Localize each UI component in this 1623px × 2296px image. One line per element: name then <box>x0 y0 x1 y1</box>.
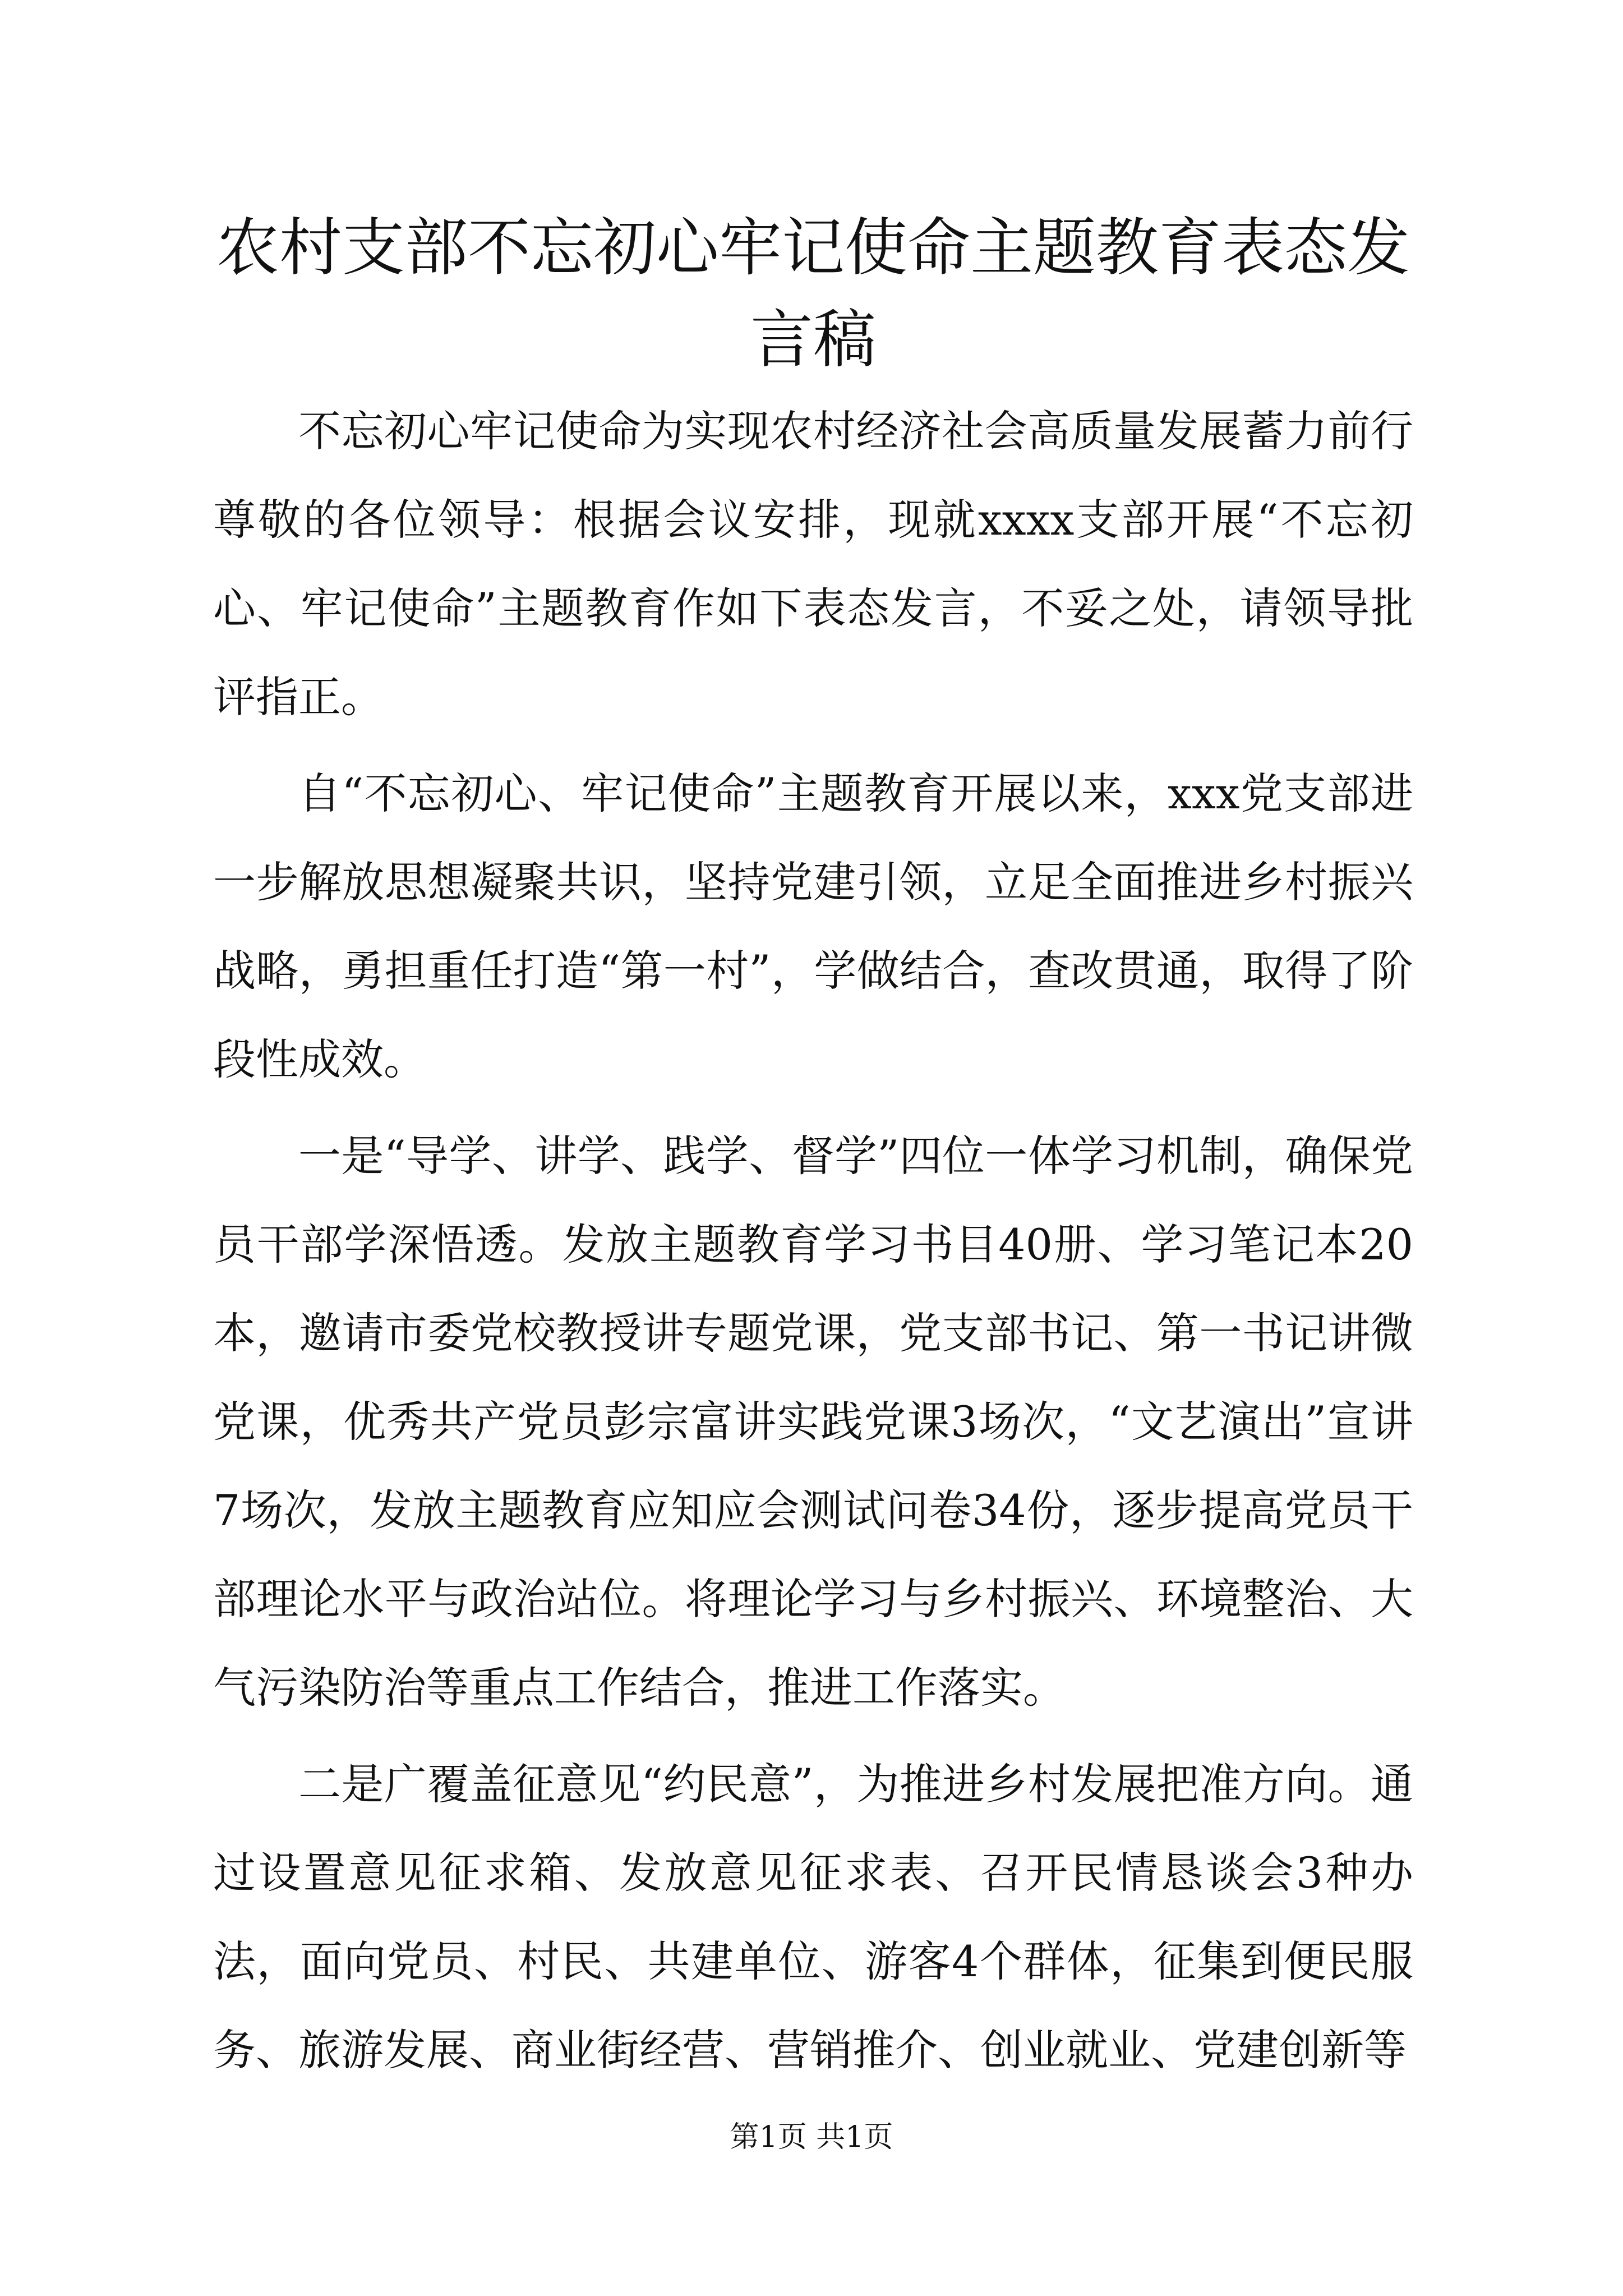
paragraph-opening: 不忘初心牢记使命为实现农村经济社会高质量发展蓄力前行尊敬的各位领导：根据会议安排，现就xxxx支部开展“不忘初心、牢记使命”主题教育作如下表态发言，不妥之处，请领导批评指正。 <box>213 406 1413 722</box>
paragraph-progress: 自“不忘初心、牢记使命”主题教育开展以来，xxx党支部进一步解放思想凝聚共识，坚持党建引领，立足全面推进乡村振兴战略，勇担重任打造“第一村”，学做结合，查改贯通，取得了阶段性成效。 <box>213 769 1413 1084</box>
paragraph-study-mechanism: 一是“导学、讲学、践学、督学”四位一体学习机制，确保党员干部学深悟透。发放主题教育学习书目40册、学习笔记本20本，邀请市委党校教授讲专题党课，党支部书记、第一书记讲微党课，优秀共产党员彭宗富讲实践党课3场次，“文艺演出”宣讲7场次，发放主题教育应知应会测试问卷34份，逐步提高党员干部理论水平与政治站位。将理论学习与乡村振兴、环境整治、大气污染防治等重点工作结合，推进工作落实。 <box>213 1131 1413 1713</box>
document-title: 农村支部不忘初心牢记使命主题教育表态发言稿 <box>216 211 1410 376</box>
paragraph-public-opinion: 二是广覆盖征意见“约民意”，为推进乡村发展把准方向。通过设置意见征求箱、发放意见征求表、召开民情恳谈会3种办法，面向党员、村民、共建单位、游客4个群体，征集到便民服务、旅游发展、商业街经营、营销推介、创业就业、党建创新等 <box>213 1759 1413 2075</box>
document-body <box>213 387 1413 2102</box>
page-footer: 第1页 共1页 <box>730 2120 893 2154</box>
